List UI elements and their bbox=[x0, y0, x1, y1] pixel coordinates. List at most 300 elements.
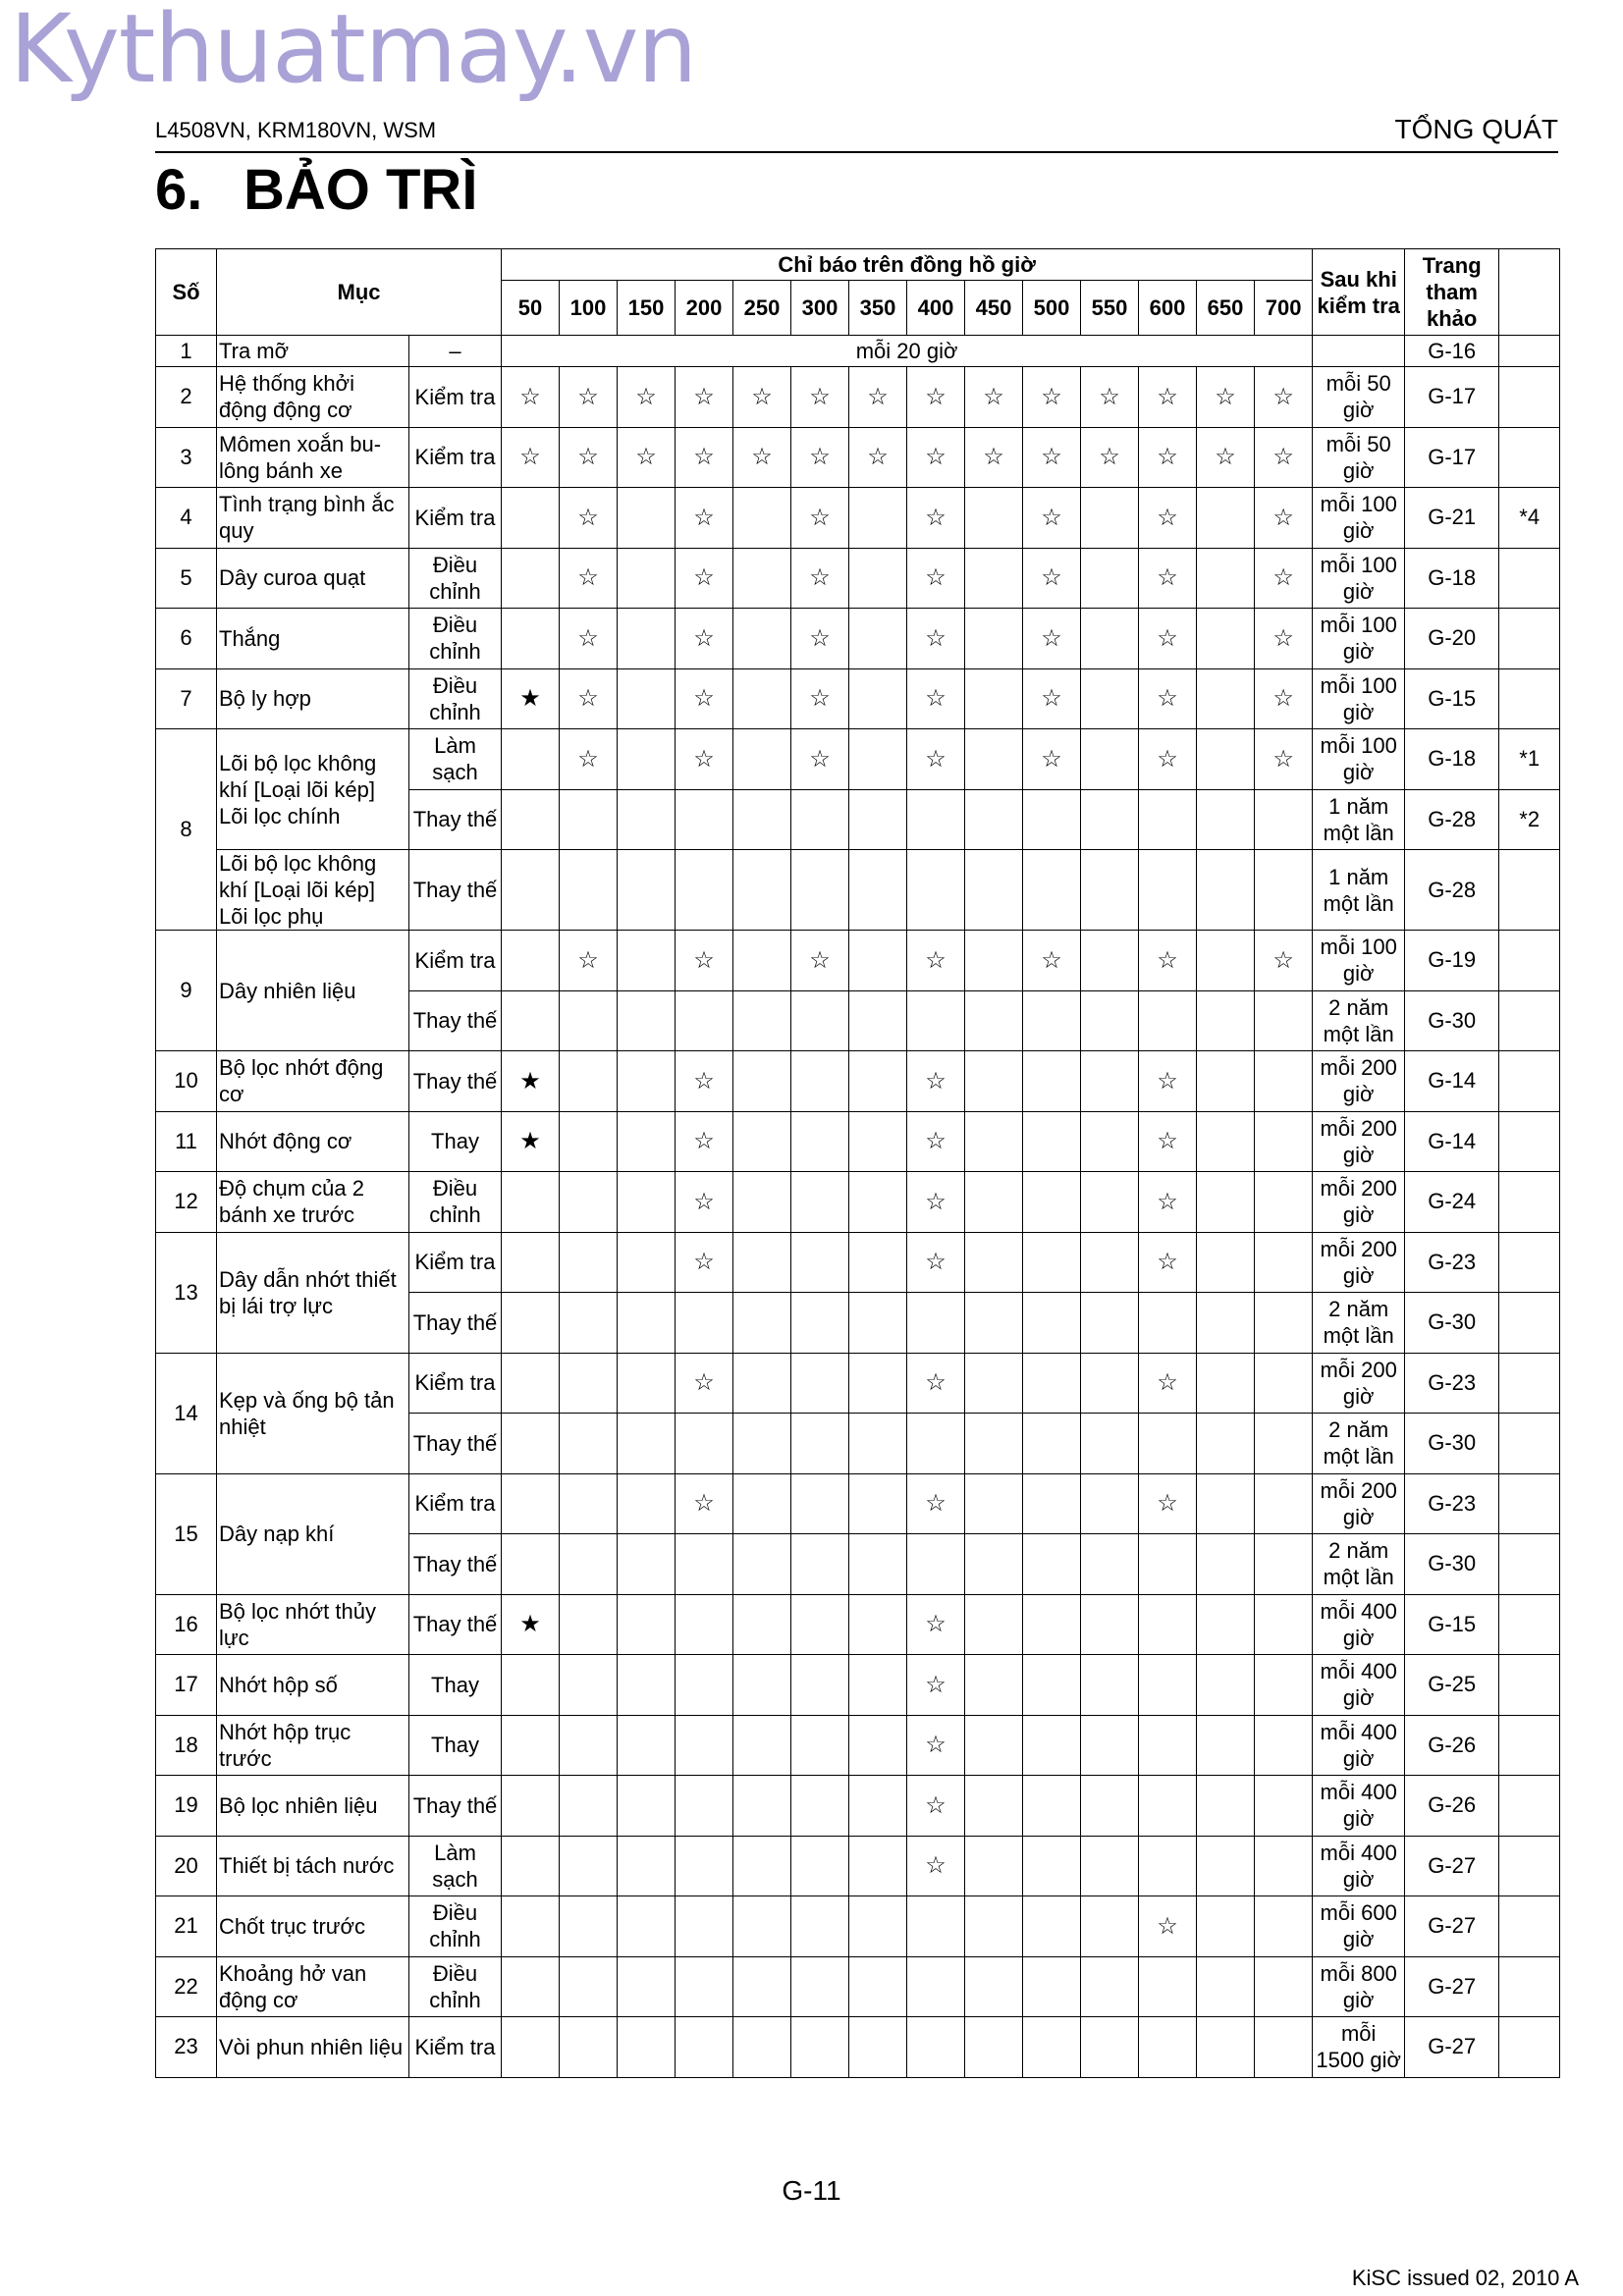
empty-cell bbox=[1255, 1594, 1313, 1655]
empty-cell bbox=[1139, 1293, 1197, 1354]
empty-cell bbox=[560, 1594, 618, 1655]
table-row bbox=[156, 1473, 1560, 1534]
empty-cell bbox=[1023, 1776, 1081, 1837]
empty-cell bbox=[618, 1473, 676, 1534]
empty-cell bbox=[965, 1534, 1023, 1595]
empty-cell bbox=[1255, 1353, 1313, 1414]
empty-cell bbox=[1023, 1232, 1081, 1293]
empty-cell bbox=[1197, 609, 1255, 669]
item-name: Nhớt hộp số bbox=[217, 1655, 409, 1716]
empty-cell bbox=[1255, 1172, 1313, 1233]
check-mark: ☆ bbox=[907, 1715, 965, 1776]
empty-cell bbox=[618, 488, 676, 549]
empty-cell bbox=[502, 1353, 560, 1414]
empty-cell bbox=[618, 990, 676, 1051]
item-name: Bộ lọc nhớt thủy lực bbox=[217, 1594, 409, 1655]
row-number: 11 bbox=[156, 1111, 217, 1172]
empty-cell bbox=[791, 1534, 849, 1595]
empty-cell bbox=[1081, 1172, 1139, 1233]
check-mark: ☆ bbox=[1139, 1172, 1197, 1233]
empty-cell bbox=[560, 1353, 618, 1414]
check-mark: ☆ bbox=[676, 1473, 733, 1534]
empty-cell bbox=[1081, 1111, 1139, 1172]
check-mark: ☆ bbox=[849, 367, 907, 428]
after-check: mỗi 50 giờ bbox=[1313, 427, 1405, 488]
check-mark: ☆ bbox=[560, 609, 618, 669]
empty-cell bbox=[1023, 1836, 1081, 1896]
reference-page: G-18 bbox=[1405, 548, 1499, 609]
empty-cell bbox=[1023, 1655, 1081, 1716]
check-mark: ☆ bbox=[676, 1051, 733, 1112]
note bbox=[1499, 1473, 1560, 1534]
check-mark: ☆ bbox=[965, 427, 1023, 488]
empty-cell bbox=[1023, 1111, 1081, 1172]
header-ref: Trang tham khảo bbox=[1405, 249, 1499, 336]
empty-cell bbox=[965, 729, 1023, 790]
note: *4 bbox=[1499, 488, 1560, 549]
empty-cell bbox=[560, 1414, 618, 1474]
empty-cell bbox=[1197, 1111, 1255, 1172]
check-mark: ☆ bbox=[907, 488, 965, 549]
table-row bbox=[156, 1051, 1560, 1112]
empty-cell bbox=[907, 850, 965, 931]
empty-cell bbox=[791, 1172, 849, 1233]
header-section: TỔNG QUÁT bbox=[1394, 114, 1558, 144]
hour-header: 550 bbox=[1081, 281, 1139, 336]
row-number: 15 bbox=[156, 1473, 217, 1594]
check-mark: ☆ bbox=[1023, 609, 1081, 669]
note bbox=[1499, 548, 1560, 609]
empty-cell bbox=[1081, 1776, 1139, 1837]
empty-cell bbox=[1197, 931, 1255, 991]
note bbox=[1499, 1111, 1560, 1172]
check-mark: ☆ bbox=[907, 1172, 965, 1233]
empty-cell bbox=[965, 1836, 1023, 1896]
item-action: Kiểm tra bbox=[409, 488, 502, 549]
empty-cell bbox=[502, 789, 560, 850]
empty-cell bbox=[618, 1956, 676, 2017]
empty-cell bbox=[502, 1414, 560, 1474]
initial-mark: ★ bbox=[502, 1594, 560, 1655]
item-action: Kiểm tra bbox=[409, 1232, 502, 1293]
item-name: Bộ lọc nhiên liệu bbox=[217, 1776, 409, 1837]
empty-cell bbox=[965, 1776, 1023, 1837]
empty-cell bbox=[676, 1956, 733, 2017]
check-mark: ☆ bbox=[791, 488, 849, 549]
reference-page: G-23 bbox=[1405, 1232, 1499, 1293]
empty-cell bbox=[1139, 850, 1197, 931]
empty-cell bbox=[733, 1111, 791, 1172]
check-mark: ☆ bbox=[676, 488, 733, 549]
check-mark: ☆ bbox=[791, 609, 849, 669]
empty-cell bbox=[1197, 1776, 1255, 1837]
empty-cell bbox=[849, 1776, 907, 1837]
empty-cell bbox=[849, 1655, 907, 1716]
after-check: mỗi 600 giờ bbox=[1313, 1896, 1405, 1957]
empty-cell bbox=[733, 1051, 791, 1112]
note bbox=[1499, 1896, 1560, 1957]
hour-header: 100 bbox=[560, 281, 618, 336]
maintenance-table bbox=[155, 248, 1560, 2078]
item-action: Kiểm tra bbox=[409, 367, 502, 428]
empty-cell bbox=[1081, 548, 1139, 609]
empty-cell bbox=[733, 990, 791, 1051]
after-check: mỗi 200 giờ bbox=[1313, 1111, 1405, 1172]
check-mark: ☆ bbox=[1255, 367, 1313, 428]
check-mark: ☆ bbox=[1139, 1353, 1197, 1414]
check-mark: ☆ bbox=[1255, 609, 1313, 669]
empty-cell bbox=[676, 1534, 733, 1595]
item-action: Thay bbox=[409, 1111, 502, 1172]
item-action: Thay thế bbox=[409, 789, 502, 850]
row-number: 23 bbox=[156, 2017, 217, 2078]
check-mark: ☆ bbox=[560, 427, 618, 488]
check-mark: ☆ bbox=[907, 1232, 965, 1293]
item-action: Làm sạch bbox=[409, 1836, 502, 1896]
header-after: Sau khi kiểm tra bbox=[1313, 249, 1405, 336]
note bbox=[1499, 1293, 1560, 1354]
check-mark: ☆ bbox=[1255, 548, 1313, 609]
item-action: Điều chỉnh bbox=[409, 548, 502, 609]
item-action: Thay thế bbox=[409, 1594, 502, 1655]
check-mark: ☆ bbox=[1255, 488, 1313, 549]
empty-cell bbox=[560, 1715, 618, 1776]
check-mark: ☆ bbox=[676, 367, 733, 428]
header-item: Mục bbox=[217, 249, 502, 336]
item-action: Kiểm tra bbox=[409, 427, 502, 488]
item-action: – bbox=[409, 336, 502, 367]
empty-cell bbox=[733, 729, 791, 790]
empty-cell bbox=[849, 1414, 907, 1474]
row-number: 16 bbox=[156, 1594, 217, 1655]
item-action: Kiểm tra bbox=[409, 1473, 502, 1534]
check-mark: ☆ bbox=[733, 427, 791, 488]
empty-cell bbox=[1023, 789, 1081, 850]
check-mark: ☆ bbox=[791, 427, 849, 488]
empty-cell bbox=[733, 668, 791, 729]
reference-page: G-30 bbox=[1405, 1293, 1499, 1354]
empty-cell bbox=[1197, 488, 1255, 549]
empty-cell bbox=[1023, 1293, 1081, 1354]
empty-cell bbox=[560, 1655, 618, 1716]
after-check: mỗi 100 giờ bbox=[1313, 931, 1405, 991]
table-row bbox=[156, 609, 1560, 669]
empty-cell bbox=[1197, 789, 1255, 850]
check-mark: ☆ bbox=[560, 488, 618, 549]
hour-header: 350 bbox=[849, 281, 907, 336]
check-mark: ☆ bbox=[907, 729, 965, 790]
empty-cell bbox=[849, 1353, 907, 1414]
empty-cell bbox=[502, 850, 560, 931]
empty-cell bbox=[907, 789, 965, 850]
empty-cell bbox=[560, 1534, 618, 1595]
check-mark: ☆ bbox=[1255, 668, 1313, 729]
empty-cell bbox=[1081, 488, 1139, 549]
empty-cell bbox=[1081, 729, 1139, 790]
empty-cell bbox=[560, 1232, 618, 1293]
check-mark: ☆ bbox=[1023, 367, 1081, 428]
check-mark: ☆ bbox=[1081, 367, 1139, 428]
item-name: Dây nạp khí bbox=[217, 1473, 409, 1594]
row-number: 10 bbox=[156, 1051, 217, 1112]
initial-mark: ★ bbox=[502, 1051, 560, 1112]
empty-cell bbox=[965, 488, 1023, 549]
row-number: 4 bbox=[156, 488, 217, 549]
empty-cell bbox=[1197, 548, 1255, 609]
header-no: Số bbox=[156, 249, 217, 336]
note bbox=[1499, 931, 1560, 991]
item-name: Nhớt hộp trục trước bbox=[217, 1715, 409, 1776]
empty-cell bbox=[502, 488, 560, 549]
empty-cell bbox=[502, 548, 560, 609]
empty-cell bbox=[676, 2017, 733, 2078]
hour-header: 450 bbox=[965, 281, 1023, 336]
row-number: 22 bbox=[156, 1956, 217, 2017]
item-name: Thiết bị tách nước bbox=[217, 1836, 409, 1896]
empty-cell bbox=[1197, 1534, 1255, 1595]
empty-cell bbox=[1081, 931, 1139, 991]
empty-cell bbox=[849, 1473, 907, 1534]
note bbox=[1499, 1655, 1560, 1716]
empty-cell bbox=[1197, 2017, 1255, 2078]
empty-cell bbox=[733, 1594, 791, 1655]
after-check: mỗi 100 giờ bbox=[1313, 729, 1405, 790]
empty-cell bbox=[618, 2017, 676, 2078]
item-name: Lõi bộ lọc không khí [Loại lõi kép] Lõi lọc phụ bbox=[217, 850, 409, 931]
empty-cell bbox=[849, 1051, 907, 1112]
table-row bbox=[156, 729, 1560, 790]
check-mark: ☆ bbox=[1139, 1896, 1197, 1957]
check-mark: ☆ bbox=[907, 1836, 965, 1896]
empty-cell bbox=[560, 850, 618, 931]
hour-header: 500 bbox=[1023, 281, 1081, 336]
item-name: Kẹp và ống bộ tản nhiệt bbox=[217, 1353, 409, 1473]
after-check bbox=[1313, 336, 1405, 367]
check-mark: ☆ bbox=[676, 1111, 733, 1172]
check-mark: ☆ bbox=[1023, 488, 1081, 549]
empty-cell bbox=[618, 1414, 676, 1474]
empty-cell bbox=[502, 1956, 560, 2017]
empty-cell bbox=[1139, 2017, 1197, 2078]
after-check: mỗi 100 giờ bbox=[1313, 548, 1405, 609]
empty-cell bbox=[1255, 1655, 1313, 1716]
check-mark: ☆ bbox=[907, 1051, 965, 1112]
empty-cell bbox=[502, 2017, 560, 2078]
empty-cell bbox=[791, 1715, 849, 1776]
table-row bbox=[156, 1836, 1560, 1896]
table-row bbox=[156, 1715, 1560, 1776]
empty-cell bbox=[849, 1594, 907, 1655]
check-mark: ☆ bbox=[676, 1353, 733, 1414]
after-check: mỗi 400 giờ bbox=[1313, 1776, 1405, 1837]
check-mark: ☆ bbox=[907, 1776, 965, 1837]
item-name: Khoảng hở van động cơ bbox=[217, 1956, 409, 2017]
note bbox=[1499, 1172, 1560, 1233]
item-action: Điều chỉnh bbox=[409, 1956, 502, 2017]
empty-cell bbox=[1081, 1896, 1139, 1957]
empty-cell bbox=[733, 1836, 791, 1896]
check-mark: ☆ bbox=[965, 367, 1023, 428]
empty-cell bbox=[965, 990, 1023, 1051]
empty-cell bbox=[849, 1534, 907, 1595]
empty-cell bbox=[849, 1956, 907, 2017]
empty-cell bbox=[733, 1956, 791, 2017]
item-action: Thay thế bbox=[409, 1776, 502, 1837]
empty-cell bbox=[965, 1051, 1023, 1112]
empty-cell bbox=[1023, 990, 1081, 1051]
empty-cell bbox=[1081, 990, 1139, 1051]
empty-cell bbox=[1197, 1594, 1255, 1655]
check-mark: ☆ bbox=[907, 1594, 965, 1655]
item-action: Thay thế bbox=[409, 1051, 502, 1112]
note bbox=[1499, 367, 1560, 428]
reference-page: G-28 bbox=[1405, 789, 1499, 850]
note bbox=[1499, 1414, 1560, 1474]
empty-cell bbox=[618, 850, 676, 931]
empty-cell bbox=[907, 1293, 965, 1354]
empty-cell bbox=[965, 1473, 1023, 1534]
empty-cell bbox=[1023, 1956, 1081, 2017]
row-number: 2 bbox=[156, 367, 217, 428]
item-action: Kiểm tra bbox=[409, 931, 502, 991]
item-name: Chốt trục trước bbox=[217, 1896, 409, 1957]
empty-cell bbox=[1255, 789, 1313, 850]
check-mark: ☆ bbox=[1139, 931, 1197, 991]
item-action: Điều chỉnh bbox=[409, 609, 502, 669]
check-mark: ☆ bbox=[907, 367, 965, 428]
empty-cell bbox=[849, 668, 907, 729]
empty-cell bbox=[1023, 2017, 1081, 2078]
item-action: Thay bbox=[409, 1715, 502, 1776]
table-row bbox=[156, 2017, 1560, 2078]
empty-cell bbox=[1081, 1414, 1139, 1474]
check-mark: ☆ bbox=[791, 931, 849, 991]
empty-cell bbox=[560, 1776, 618, 1837]
empty-cell bbox=[733, 1473, 791, 1534]
empty-cell bbox=[618, 789, 676, 850]
item-action: Kiểm tra bbox=[409, 1353, 502, 1414]
check-mark: ☆ bbox=[676, 668, 733, 729]
empty-cell bbox=[791, 1956, 849, 2017]
empty-cell bbox=[1197, 990, 1255, 1051]
check-mark: ☆ bbox=[676, 427, 733, 488]
empty-cell bbox=[502, 1293, 560, 1354]
empty-cell bbox=[502, 1232, 560, 1293]
after-check: mỗi 200 giờ bbox=[1313, 1473, 1405, 1534]
empty-cell bbox=[1139, 789, 1197, 850]
empty-cell bbox=[1255, 1473, 1313, 1534]
empty-cell bbox=[733, 1896, 791, 1957]
empty-cell bbox=[849, 1172, 907, 1233]
item-name: Dây dẫn nhớt thiết bị lái trợ lực bbox=[217, 1232, 409, 1353]
initial-mark: ★ bbox=[502, 668, 560, 729]
empty-cell bbox=[502, 1776, 560, 1837]
item-name: Tình trạng bình ắc quy bbox=[217, 488, 409, 549]
hour-header: 300 bbox=[791, 281, 849, 336]
check-mark: ☆ bbox=[1139, 427, 1197, 488]
empty-cell bbox=[1081, 1051, 1139, 1112]
check-mark: ☆ bbox=[1255, 427, 1313, 488]
header-indicator: Chỉ báo trên đồng hồ giờ bbox=[502, 249, 1313, 281]
note bbox=[1499, 1836, 1560, 1896]
after-check: mỗi 200 giờ bbox=[1313, 1232, 1405, 1293]
empty-cell bbox=[1081, 1715, 1139, 1776]
check-mark: ☆ bbox=[907, 1353, 965, 1414]
empty-cell bbox=[1255, 1896, 1313, 1957]
empty-cell bbox=[1197, 1232, 1255, 1293]
note bbox=[1499, 1232, 1560, 1293]
reference-page: G-18 bbox=[1405, 729, 1499, 790]
reference-page: G-25 bbox=[1405, 1655, 1499, 1716]
empty-cell bbox=[733, 1534, 791, 1595]
empty-cell bbox=[618, 668, 676, 729]
item-action: Điều chỉnh bbox=[409, 1896, 502, 1957]
empty-cell bbox=[849, 1715, 907, 1776]
check-mark: ☆ bbox=[618, 367, 676, 428]
empty-cell bbox=[676, 850, 733, 931]
empty-cell bbox=[733, 488, 791, 549]
empty-cell bbox=[676, 1836, 733, 1896]
table-row bbox=[156, 1232, 1560, 1293]
hour-header: 700 bbox=[1255, 281, 1313, 336]
empty-cell bbox=[560, 789, 618, 850]
check-mark: ☆ bbox=[1139, 1232, 1197, 1293]
check-mark: ☆ bbox=[791, 668, 849, 729]
empty-cell bbox=[1197, 1715, 1255, 1776]
empty-cell bbox=[791, 1896, 849, 1957]
empty-cell bbox=[502, 1836, 560, 1896]
item-action: Thay thế bbox=[409, 990, 502, 1051]
empty-cell bbox=[849, 789, 907, 850]
empty-cell bbox=[1255, 1534, 1313, 1595]
empty-cell bbox=[849, 609, 907, 669]
empty-cell bbox=[791, 1655, 849, 1716]
note: *2 bbox=[1499, 789, 1560, 850]
check-mark: ☆ bbox=[676, 1232, 733, 1293]
header-rule bbox=[155, 151, 1558, 153]
empty-cell bbox=[1139, 1594, 1197, 1655]
reference-page: G-16 bbox=[1405, 336, 1499, 367]
after-check: mỗi 200 giờ bbox=[1313, 1353, 1405, 1414]
empty-cell bbox=[1139, 1655, 1197, 1716]
empty-cell bbox=[618, 548, 676, 609]
empty-cell bbox=[849, 1232, 907, 1293]
empty-cell bbox=[560, 1293, 618, 1354]
empty-cell bbox=[502, 1473, 560, 1534]
after-check: mỗi 100 giờ bbox=[1313, 668, 1405, 729]
row-number: 3 bbox=[156, 427, 217, 488]
note: *1 bbox=[1499, 729, 1560, 790]
row-number: 17 bbox=[156, 1655, 217, 1716]
header-models: L4508VN, KRM180VN, WSM bbox=[155, 118, 437, 142]
row-number: 6 bbox=[156, 609, 217, 669]
item-name: Lõi bộ lọc không khí [Loại lõi kép] Lõi lọc chính bbox=[217, 729, 409, 850]
reference-page: G-20 bbox=[1405, 609, 1499, 669]
page-title bbox=[155, 157, 477, 223]
table-row bbox=[156, 367, 1560, 428]
empty-cell bbox=[733, 609, 791, 669]
empty-cell bbox=[965, 1293, 1023, 1354]
check-mark: ☆ bbox=[1139, 1111, 1197, 1172]
empty-cell bbox=[733, 931, 791, 991]
empty-cell bbox=[502, 609, 560, 669]
empty-cell bbox=[676, 1896, 733, 1957]
empty-cell bbox=[560, 1956, 618, 2017]
empty-cell bbox=[733, 548, 791, 609]
empty-cell bbox=[1081, 2017, 1139, 2078]
empty-cell bbox=[1139, 1836, 1197, 1896]
after-check: mỗi 400 giờ bbox=[1313, 1655, 1405, 1716]
